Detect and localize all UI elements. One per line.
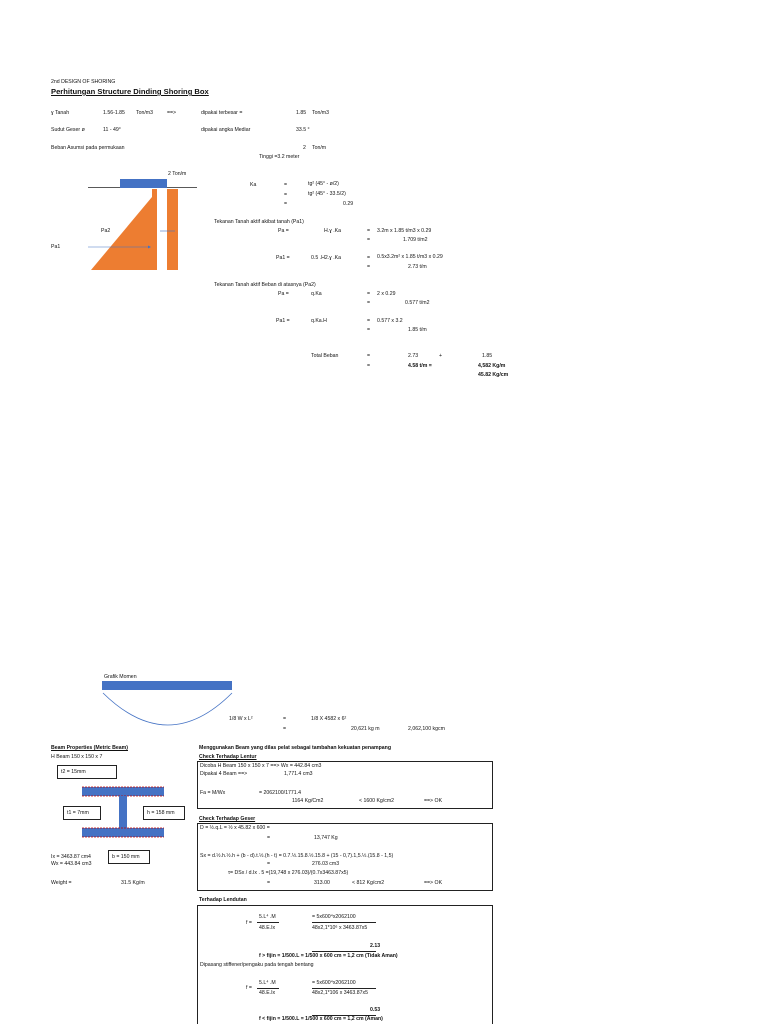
- h-label: h = 158 mm: [147, 810, 175, 816]
- gamma-used-value: 1.85: [296, 110, 307, 116]
- pa2-pa-calc: 2 x 0.29: [377, 291, 396, 297]
- beam-name: H Beam 150 x 150 x 7: [51, 754, 103, 760]
- gamma-used-unit: Ton/m3: [312, 110, 330, 116]
- phi-range: 11 - 49°: [103, 127, 121, 133]
- gamma-label: ɣ Tanah: [51, 110, 70, 116]
- moment-formula: 1/8 W x L²: [229, 716, 253, 722]
- total-label: Total Beban: [311, 353, 339, 359]
- f2-denominator: 48.E.Ix: [259, 990, 276, 996]
- pa2-label: Pa2: [101, 228, 111, 234]
- total-v1: 2.73: [408, 353, 419, 359]
- bending-stress: 1164 Kg/Cm2: [292, 798, 324, 804]
- b-label: b = 150 mm: [112, 854, 140, 860]
- deflection-title: Terhadap Lendutan: [199, 897, 247, 903]
- pa1-label-2: Pa1 =: [276, 255, 290, 261]
- gamma-unit: Ton/m3: [136, 110, 154, 116]
- load-value: 2: [303, 145, 306, 151]
- wall-right: [167, 189, 178, 270]
- shear-d-value: 13,747 Kg: [314, 835, 338, 841]
- shear-line-2: Sx = d.½.h.½.h + (b - d).t.½.(h - t) = 0.7.½.15.8.½.15.8 + (15 - 0,7).1,5.½.(15.8 - 1,5): [200, 853, 394, 859]
- bending-title: Check Terhadap Lentur: [199, 754, 257, 760]
- total-kgm: 4,582 Kg/m: [478, 363, 506, 369]
- shear-tau-value: 313.00: [314, 880, 330, 886]
- bending-line-3: Fa = M/Wx: [200, 790, 226, 796]
- height-label: Tinggi =3.2 meter: [259, 154, 300, 160]
- ka-line-2: tg² (45° - 33.5/2): [308, 191, 346, 197]
- moment-result: 20,621 kg m: [351, 726, 380, 732]
- ka-eq-2: =: [284, 192, 288, 198]
- pa2-pa1-result: 1.85 t/m: [408, 327, 427, 333]
- gamma-used-label: dipakai terbesar =: [201, 110, 243, 116]
- phi-used-label: dipakai angka Mediar: [201, 127, 251, 133]
- pa1-pa-formula: H.ɣ .Ka: [324, 228, 342, 234]
- f-calc-denominator: 48x2,1*10⁶ x 3463.87x5: [312, 925, 368, 931]
- beam-title: Beam Properties (Metric Beam): [51, 745, 128, 751]
- moment-calc: 1/8 X 4582 x 6²: [311, 716, 347, 722]
- shear-ok: ==> OK: [424, 880, 443, 886]
- f2-calc-numerator: = 5x600⁴x2062100: [312, 980, 356, 986]
- bending-line-2-label: Dipakai 4 Beam ==>: [200, 771, 248, 777]
- f2-result: 0.53: [370, 1007, 381, 1013]
- wall-left: [152, 189, 157, 270]
- phi-label: Sudut Geser ø: [51, 127, 85, 133]
- f-check: f > fijin = 1/500.L = 1/500 x 600 cm = 1,2 cm (Tidak Aman): [259, 953, 398, 959]
- ka-result: 0.29: [343, 201, 354, 207]
- earth-pressure-diagram: [88, 177, 198, 277]
- load-plate: [120, 179, 167, 188]
- pa1-pa-label: Pa =: [278, 228, 289, 234]
- shear-line-1: D = ½.q.L = ½ x 45.82 x 600 =: [200, 825, 270, 831]
- ka-eq-1: =: [284, 182, 288, 188]
- bending-compare: < 1600 Kg/cm2: [359, 798, 395, 804]
- moment-result-2: 2,062,100 kgcm: [408, 726, 445, 732]
- pa1-pa-calc: 3.2m x 1.85 t/m3 x 0.29: [377, 228, 432, 234]
- f-calc-numerator: = 5x600⁴x2062100: [312, 914, 356, 920]
- pa1-formula: 0.5 .H2.ɣ .Ka: [311, 255, 341, 261]
- t1-label: t1 = 7mm: [67, 810, 89, 816]
- bending-line-3-calc: = 2062100/1771.4: [259, 790, 301, 796]
- diagram-load-label: 2 Ton/m: [168, 171, 187, 177]
- ka-label: Ka: [250, 182, 257, 188]
- moment-diagram: [102, 681, 242, 731]
- t2-label: t2 = 15mm: [61, 769, 86, 775]
- shear-title: Check Terhadap Geser: [199, 816, 256, 822]
- pa2-pa-label: Pa =: [278, 291, 289, 297]
- shear-compare: < 812 Kg/cm2: [352, 880, 385, 886]
- shear-line-3: τ= DSx / d.Ix . 5 =(19,748 x 276.03)/(0.7x3463.87x5): [228, 870, 349, 876]
- load-label: Beban Asumsi pada permukaan: [51, 145, 125, 151]
- ix-label: Ix = 3463.87 cm4: [51, 854, 91, 860]
- phi-used-value: 33.5 °: [296, 127, 310, 133]
- load-unit: Ton/m: [312, 145, 327, 151]
- pa1-calc: 0.5x3.2m² x 1.85 t/m3 x 0.29: [377, 254, 443, 260]
- bending-line-2-value: 1,771.4 cm3: [284, 771, 313, 777]
- ka-eq-3: =: [284, 201, 288, 207]
- f-numerator: 5.L⁴ .M: [259, 914, 276, 920]
- document-title: Perhitungan Structure Dinding Shoring Box: [51, 87, 209, 96]
- bending-ok: ==> OK: [424, 798, 443, 804]
- f-denominator: 48.E.Ix: [259, 925, 276, 931]
- bending-line-1: Dicoba H Beam 150 x 150 x 7 ==> Wx = 442.84 cm3: [200, 763, 322, 769]
- f2-numerator: 5.L⁴ .M: [259, 980, 276, 986]
- moment-beam: [102, 681, 232, 690]
- check-intro: Menggunakan Beam yang dilas pelat sebagai tambahan kekuatan penampang: [199, 745, 391, 751]
- weight-value: 31.5 Kg/m: [121, 880, 145, 886]
- gamma-range: 1.56-1.85: [103, 110, 125, 116]
- pa2-pa1-label: Pa1 =: [276, 318, 290, 324]
- pa1-result: 2.73 t/m: [408, 264, 427, 270]
- f2-calc-denominator: 48x2,1*106 x 3463.87x5: [312, 990, 368, 996]
- pa1-section-title: Tekanan Tanah aktif akibat tanah (Pa1): [214, 219, 304, 225]
- document-subtitle: 2nd DESIGN OF SHORING: [51, 79, 116, 85]
- f2-check: f < fijin = 1/500.L = 1/500 x 600 cm = 1,2 cm (Aman): [259, 1016, 383, 1022]
- ka-line-1: tg² (45° - ø/2): [308, 181, 339, 187]
- moment-curve: [103, 693, 232, 725]
- weight-label: Weight =: [51, 880, 72, 886]
- total-plus: +: [439, 353, 443, 359]
- total-sum: 4.58 t/m =: [408, 363, 432, 369]
- total-kgcm: 45.82 Kg/cm: [478, 372, 509, 378]
- total-v2: 1.85: [482, 353, 493, 359]
- pa1-pa-result: 1.709 t/m2: [403, 237, 428, 243]
- pa2-pa-formula: q.Ka: [311, 291, 322, 297]
- pa2-pa-result: 0.577 t/m2: [405, 300, 430, 306]
- moment-title: Grafik Momen: [104, 674, 137, 680]
- pa1-label: Pa1: [51, 244, 61, 250]
- stiffener-note: Dipasang stiffener/pengaku pada tengah bentang: [200, 962, 314, 968]
- f-result: 2.13: [370, 943, 381, 949]
- pa2-pa1-formula: q.Ka.H: [311, 318, 327, 324]
- wx-label: Wx = 443.84 cm3: [51, 861, 92, 867]
- pa2-pa1-calc: 0.577 x 3.2: [377, 318, 403, 324]
- gamma-arrow: ==>: [167, 110, 177, 116]
- pa2-section-title: Tekanan Tanah aktif Beban di atasnya (Pa2): [214, 282, 316, 288]
- shear-sx-value: 276.03 cm3: [312, 861, 340, 867]
